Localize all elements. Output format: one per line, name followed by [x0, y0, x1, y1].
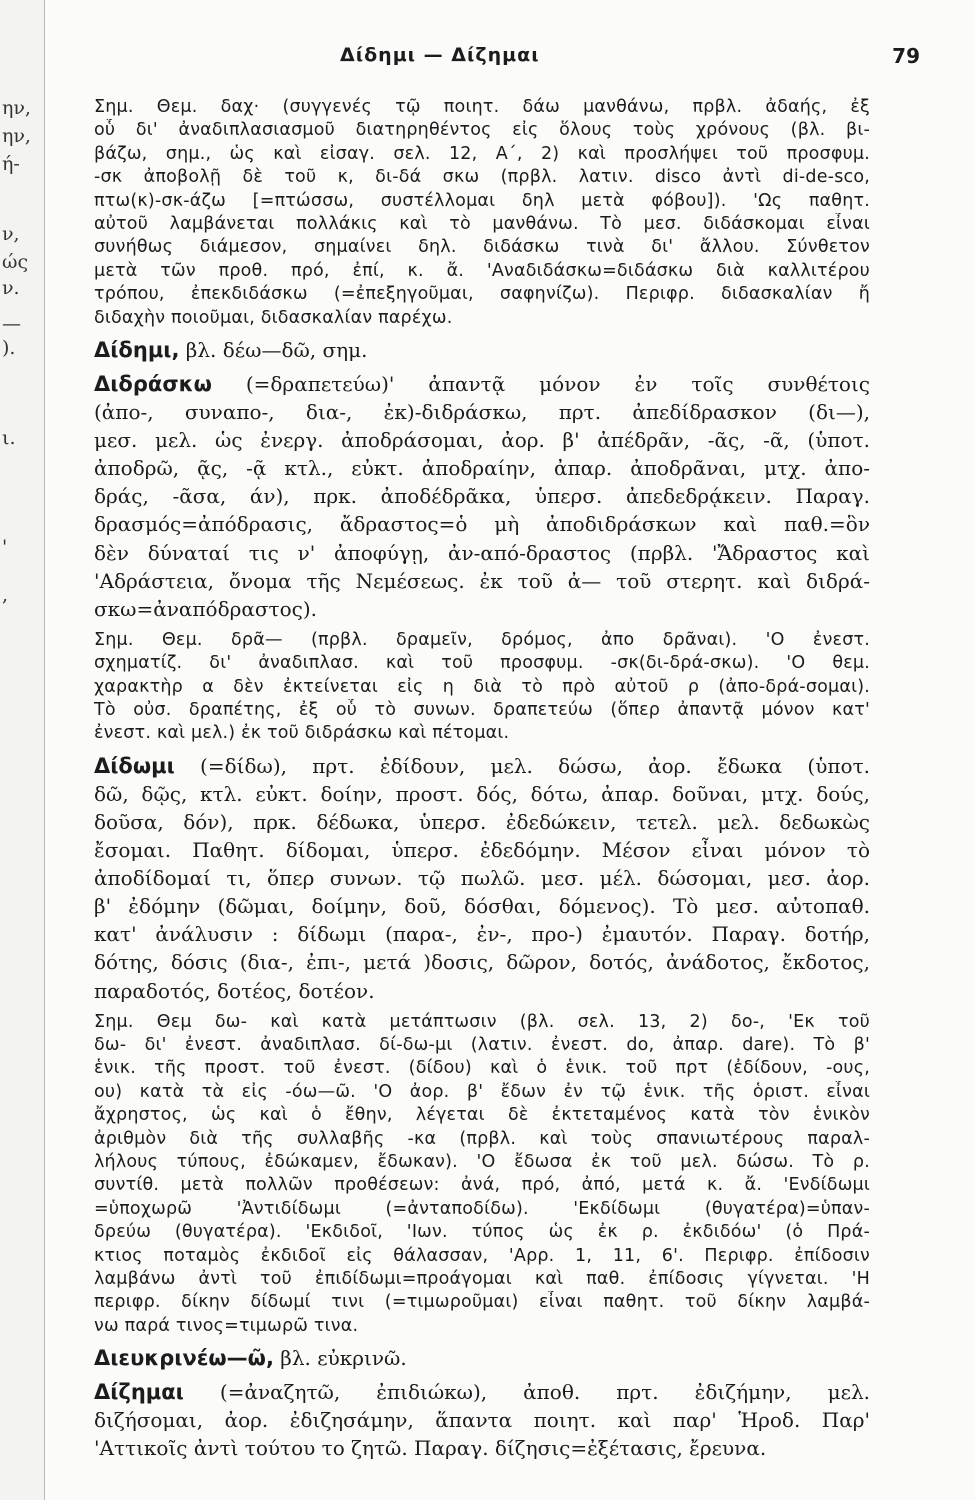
- entry-line: δοῦσα, δόν), πρκ. δέδωκα, ὑπερσ. ἐδεδώκειν, τετελ. μελ. δεδωκὼς: [94, 809, 870, 834]
- entry-line: σκω=ἀναπόδραστος).: [94, 596, 317, 621]
- margin-fragment: ή-: [2, 153, 20, 175]
- margin-fragment: ,: [2, 584, 9, 606]
- note-line: Σημ. Θεμ. δρᾶ— (πρβλ. δραμεῖν, δρόμος, ἀπο δρᾶναι). 'Ο ἐνεστ.: [94, 629, 870, 650]
- margin-fragment: ην,: [2, 125, 31, 147]
- note-line: ἄχρηστος, ὡς καὶ ὁ ἔθην, λέγεται δὲ ἐκτεταμένος κατὰ τὸν ἑνικὸν: [94, 1105, 870, 1126]
- note-line: συντίθ. μετὰ πολλῶν προθέσεων: ἀνά, πρό, ἀπό, μετά κ. ἄ. 'Ενδίδωμι: [94, 1175, 870, 1196]
- note-line: ου) κατὰ τὰ εἰς -όω—ῶ. 'Ο ἀορ. β' ἔδων ἐν τῷ ἑνικ. τῆς ὁριστ. εἶναι: [94, 1081, 870, 1102]
- headword: Διευκρινέω—ῶ,: [94, 1346, 274, 1371]
- entry-line: ἀποδίδομαί τι, ὅπερ συνων. τῷ πωλῶ. μεσ. μέλ. δώσομαι, μεσ. ἀορ.: [94, 866, 870, 891]
- dictionary-entry: [94, 336, 870, 364]
- entry-line: παραδοτός, δοτέος, δοτέον.: [94, 978, 375, 1003]
- margin-fragment: ην,: [2, 97, 31, 119]
- note-line: Σημ. Θεμ δω- καὶ κατὰ μετάπτωσιν (βλ. σελ. 13, 2) δο-, 'Εκ τοῦ: [94, 1011, 870, 1032]
- headword: Δίδωμι: [94, 753, 175, 778]
- note-line: κτιος ποταμὸς ἐκδιδοῖ εἰς θάλασσαν, 'Αρρ. 1, 11, 6'. Περιφρ. ἐπίδοσιν: [94, 1245, 870, 1266]
- note-line: οὗ δι' ἀναδιπλασιασμοῦ διατηρηθέντος εἰς ὅλους τοὺς χρόνους (βλ. βι-: [94, 120, 870, 141]
- entry-line: δῶ, δῷς, κτλ. εὐκτ. δοίην, προστ. δός, δότω, ἀπαρ. δοῦναι, μτχ. δούς,: [94, 781, 870, 806]
- note-line: αὐτοῦ λαμβάνεται πολλάκις καὶ τὸ μανθάνω. Τὸ μεσ. διδάσκομαι εἶναι: [94, 213, 870, 234]
- entry-first-line: [94, 336, 870, 364]
- note-line: ἑνικ. τῆς προστ. τοῦ ἐνεστ. (δίδου) καὶ ὁ ἑνικ. τοῦ πρτ (ἐδίδουν, -ους,: [94, 1058, 870, 1079]
- entry-text: (=δραπετεύω)' ἀπαντᾷ μόνον ἐν τοῖς συνθέτοις: [245, 372, 870, 396]
- margin-fragment: ώς: [2, 251, 29, 273]
- note-line: σχηματίζ. δι' ἀναδιπλασ. καὶ τοῦ προσφυμ. -σκ(δι-δρά-σκω). 'Ο θεμ.: [94, 653, 870, 674]
- grammar-note: [94, 1011, 870, 1338]
- note-line: διδαχὴν ποιοῦμαι, διδασκαλίαν παρέχω.: [94, 307, 453, 328]
- note-line: δω- δι' ἐνεστ. ἀναδιπλασ. δί-δω-μι (λατιν. ἐνεστ. do, ἀπαρ. dare). Τὸ β': [94, 1035, 870, 1056]
- entry-line: δράς, -ᾶσα, άν), πρκ. ἀποδέδρᾶκα, ὑπερσ. ἀπεδεδρᾴκειν. Παραγ.: [94, 484, 870, 509]
- margin-fragment: —: [2, 313, 21, 335]
- page-header: [100, 44, 920, 74]
- block-gap: [94, 1462, 870, 1468]
- entry-line: δότης, δόσις (δια-, ἐπι-, μετά )δοσις, δῶρον, δοτός, ἀνάδοτος, ἔκδοτος,: [94, 950, 870, 975]
- headword: Δίδημι,: [94, 337, 180, 362]
- entry-line: ἀποδρῶ, ᾷς, -ᾷ κτλ., εὐκτ. ἀποδραίην, ἀπαρ. ἀποδρᾶναι, μτχ. ἀπο-: [94, 456, 870, 481]
- page-number: 79: [892, 44, 920, 68]
- entry-first-line: [94, 1378, 870, 1406]
- running-head: Δίδημι — Δίζημαι: [340, 44, 540, 66]
- margin-fragment: ν,: [2, 223, 20, 245]
- note-line: λαμβάνω ἀντὶ τοῦ ἐπιδίδωμι=προάγομαι καὶ παθ. ἐπίδοσις γίγνεται. 'Η: [94, 1268, 870, 1289]
- entry-text: (=ἀναζητῶ, ἐπιδιώκω), ἀποθ. πρτ. ἐδιζήμην, μελ.: [219, 1380, 870, 1405]
- entry-line: 'Αττικοῖς ἀντὶ τούτου το ζητῶ. Παραγ. δίζησις=ἐξέτασις, ἔρευνα.: [94, 1436, 767, 1461]
- note-line: -σκ ἀποβολῇ δὲ τοῦ κ, δι-δά σκω (πρβλ. λατιν. disco ἀντὶ di-de-sco,: [94, 167, 870, 188]
- entry-line: κατ' ἀνάλυσιν : δίδωμι (παρα-, ἐν-, προ-) ἐμαυτόν. Παραγ. δοτήρ,: [94, 922, 870, 947]
- headword: Δίζημαι: [94, 1380, 184, 1405]
- entry-line: β' ἐδόμην (δῶμαι, δοίμην, δοῦ, δόσθαι, δόμενος). Τὸ μεσ. αὐτοπαθ.: [94, 894, 870, 919]
- entry-line: δρασμός=ἀπόδρασις, ἄδραστος=ὁ μὴ ἀποδιδράσκων καὶ παθ.=ὃν: [94, 512, 870, 537]
- entry-line: διζήσομαι, ἀορ. ἐδιζησάμην, ἅπαντα ποιητ. καὶ παρ' Ἡροδ. Παρ': [94, 1408, 870, 1433]
- margin-fragment: ).: [2, 337, 16, 359]
- note-line: =ὑποχωρῶ 'Ἀντιδίδωμι (=ἀνταποδίδω). 'Εκδίδωμι (θυγατέρα)=ὑπαν-: [94, 1198, 870, 1219]
- dictionary-text: [94, 96, 870, 1468]
- entry-text: (=δίδω), πρτ. ἐδίδουν, μελ. δώσω, ἀορ. ἔδωκα (ὑποτ.: [200, 753, 870, 778]
- note-line: ἐνεστ. καὶ μελ.) ἐκ τοῦ διδράσκω καὶ πέτομαι.: [94, 723, 510, 744]
- margin-fragment: ι.: [2, 427, 16, 449]
- entry-line: δὲν δύναταί τις ν' ἀποφύγῃ, ἀν-από-δραστος (πρβλ. 'Ἄδραστος καὶ: [94, 540, 870, 565]
- dictionary-entry: [94, 1378, 870, 1462]
- entry-line: μεσ. μελ. ὡς ἐνεργ. ἀποδράσομαι, ἀορ. β' ἀπέδρᾶν, -ᾶς, -ᾶ, (ὑποτ.: [94, 428, 870, 453]
- headword: Διδράσκω: [94, 372, 212, 396]
- dictionary-entry: [94, 1344, 870, 1372]
- note-line: Τὸ οὐσ. δραπέτης, ἐξ οὗ τὸ συνων. δραπετεύω (ὅπερ ἀπαντᾷ μόνον κατ': [94, 700, 870, 721]
- note-line: τρόπου, ἐπεκδιδάσκω (=ἐπεξηγοῦμαι, σαφηνίζω). Περιφρ. διδασκαλίαν ἤ: [94, 284, 870, 305]
- grammar-note: [94, 96, 870, 330]
- note-line: δρεύω (θυγατέρα). 'Εκδιδοῖ, 'Ιων. τύπος ὡς ἐκ ρ. ἐκδιδόω' (ὁ Πρά-: [94, 1222, 870, 1243]
- note-line: βάζω, σημ., ὡς καὶ εἰσαγ. σελ. 12, Α΄, 2) καὶ προσλήψει τοῦ προσφυμ.: [94, 143, 870, 164]
- note-line: περιφρ. δίκην δίδωμί τινι (=τιμωροῦμαι) εἶναι παθητ. τοῦ δίκην λαμβά-: [94, 1292, 870, 1313]
- dictionary-entry: [94, 370, 870, 623]
- margin-fragment: ν.: [2, 277, 20, 299]
- entry-text: βλ. δέω—δῶ, σημ.: [185, 337, 368, 362]
- entry-first-line: [94, 1344, 870, 1372]
- grammar-note: [94, 629, 870, 746]
- note-line: πτω(κ)-σκ-άζω [=πτώσσω, συστέλλομαι δηλ μετὰ φόβου]). 'Ως παθητ.: [94, 190, 870, 211]
- note-line: χαρακτὴρ α δὲν ἐκτείνεται εἰς η διὰ τὸ πρὸ αὐτοῦ ρ (ἀπο-δρά-σομαι).: [94, 676, 870, 697]
- previous-page-edge: [0, 0, 45, 1500]
- note-line: συνήθως διάμεσον, σημαίνει δηλ. διδάσκω τινὰ δι' ἄλλου. Σύνθετον: [94, 237, 870, 258]
- entry-first-line: [94, 370, 870, 398]
- entry-line: 'Αδράστεια, ὄνομα τῆς Νεμέσεως. ἐκ τοῦ ἀ— τοῦ στερητ. καὶ διδρά-: [94, 568, 870, 593]
- note-line: Σημ. Θεμ. δαχ· (συγγενές τῷ ποιητ. δάω μανθάνω, πρβλ. ἀδαής, ἐξ: [94, 97, 870, 117]
- entry-first-line: [94, 752, 870, 780]
- note-line: μετὰ τῶν προθ. πρό, ἐπί, κ. ἄ. 'Αναδιδάσκω=διδάσκω διὰ καλλιτέρου: [94, 260, 870, 281]
- entry-text: βλ. εὐκρινῶ.: [280, 1346, 407, 1371]
- entry-line: ἔσομαι. Παθητ. δίδομαι, ὑπερσ. ἐδεδόμην. Μέσον εἶναι μόνον τὸ: [94, 838, 870, 863]
- entry-line: (ἀπο-, συναπο-, δια-, ἐκ)-διδράσκω, πρτ. ἀπεδίδρασκον (δι—),: [94, 400, 870, 425]
- dictionary-entry: [94, 752, 870, 1005]
- margin-fragment: ': [2, 536, 8, 558]
- note-line: νω παρά τινος=τιμωρῶ τινα.: [94, 1315, 359, 1336]
- note-line: λήλους τύπους, ἐδώκαμεν, ἔδωκαν). 'Ο ἔδωσα ἐκ τοῦ μελ. δώσω. Τὸ ρ.: [94, 1151, 870, 1172]
- note-line: ἀριθμὸν διὰ τῆς συλλαβῆς -κα (πρβλ. καὶ τοὺς σπανιωτέρους παραλ-: [94, 1128, 870, 1149]
